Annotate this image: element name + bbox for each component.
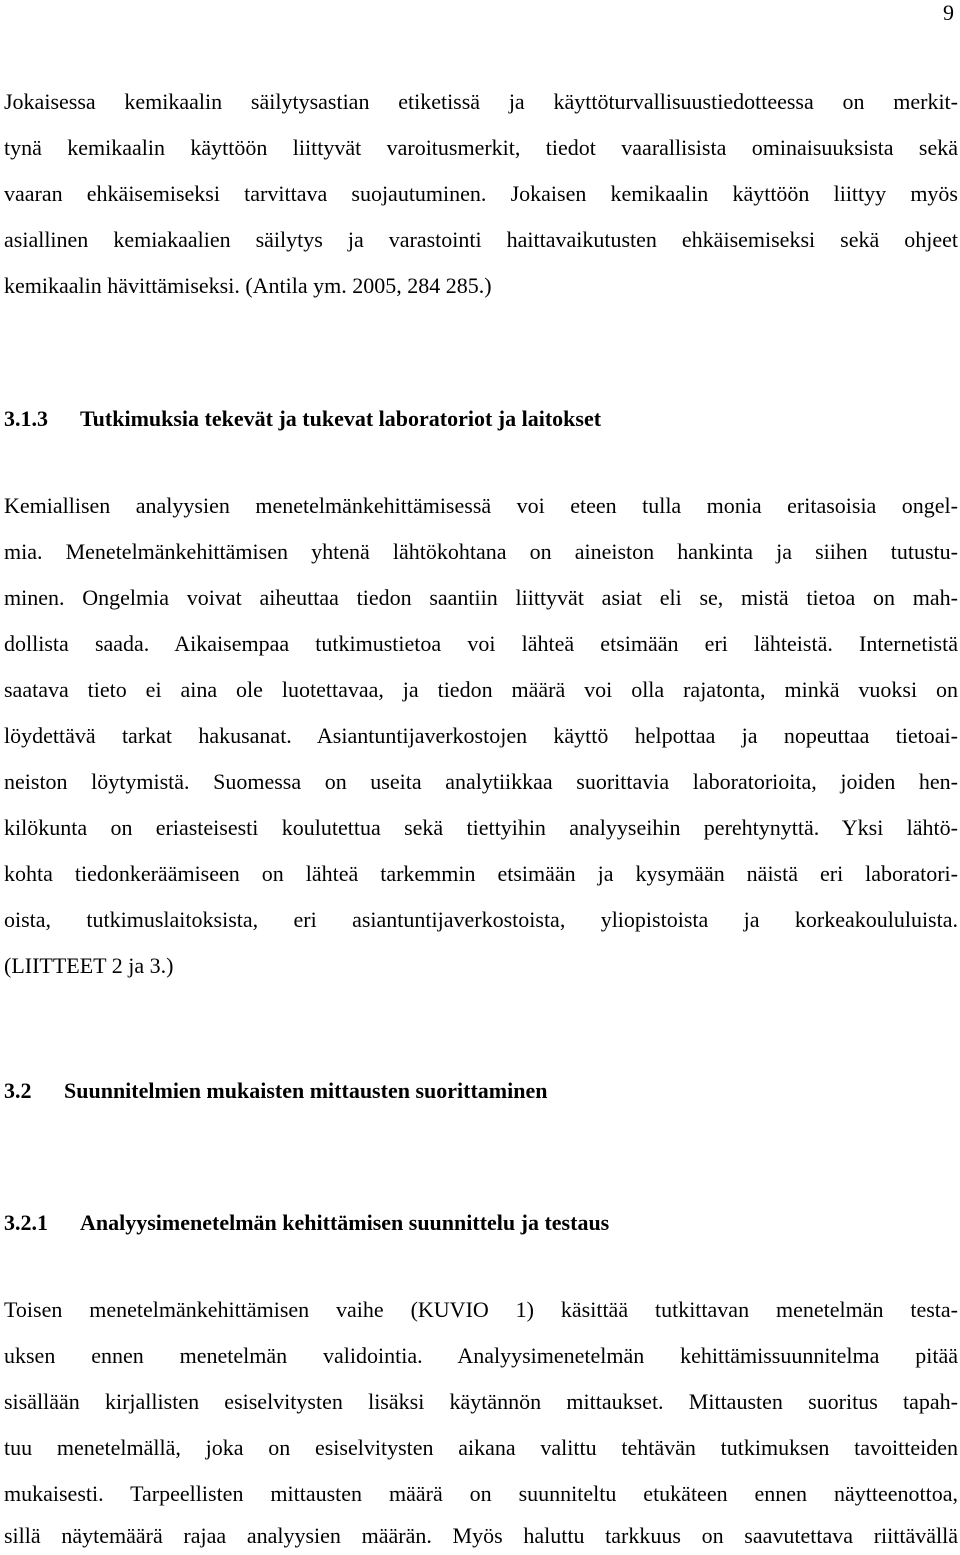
text-line: minen. Ongelmia voivat aiheuttaa tiedon saantiin liittyvät asiat eli se, mistä tietoa on mah-	[4, 585, 958, 610]
text-line: oista, tutkimuslaitoksista, eri asiantuntijaverkostoista, yliopistoista ja korkeakoululuista.	[4, 907, 958, 932]
text-line: mukaisesti. Tarpeellisten mittausten määrä on suunniteltu etukäteen ennen näytteenottoa,	[4, 1481, 958, 1506]
text-line: tynä kemikaalin käyttöön liittyvät varoitusmerkit, tiedot vaarallisista ominaisuuksista sekä	[4, 135, 958, 160]
text-line: neiston löytymistä. Suomessa on useita analytiikkaa suorittavia laboratorioita, joiden hen-	[4, 769, 958, 794]
text-line: vaaran ehkäisemiseksi tarvittava suojautuminen. Jokaisen kemikaalin käyttöön liittyy myös	[4, 181, 958, 206]
section-title: Analyysimenetelmän kehittämisen suunnittelu ja testaus	[80, 1210, 610, 1235]
section-title: Suunnitelmien mukaisten mittausten suorittaminen	[64, 1078, 548, 1103]
text-line: löydettävä tarkat hakusanat. Asiantuntijaverkostojen käyttö helpottaa ja nopeuttaa tietoai-	[4, 723, 958, 748]
section-heading-3-2	[4, 1077, 547, 1105]
text-line: Kemiallisen analyysien menetelmänkehittämisessä voi eteen tulla monia eritasoisia ongel-	[4, 493, 958, 518]
text-line: kilökunta on eriasteisesti koulutettua sekä tiettyihin analyyseihin perehtynyttä. Yksi lähtö-	[4, 815, 958, 840]
text-line: sillä näytemäärä rajaa analyysien määrän. Myös haluttu tarkkuus on saavutettava riittävällä	[4, 1523, 958, 1548]
text-line: Jokaisessa kemikaalin säilytysastian etiketissä ja käyttöturvallisuustiedotteessa on merkit-	[4, 89, 958, 114]
text-line: dollista saada. Aikaisempaa tutkimustietoa voi lähteä etsimään eri lähteistä. Internetistä	[4, 631, 958, 656]
text-line: asiallinen kemiakaalien säilytys ja varastointi haittavaikutusten ehkäisemiseksi sekä ohjeet	[4, 227, 958, 252]
section-number: 3.1.3	[4, 406, 48, 431]
section-heading-3-2-1	[4, 1209, 609, 1237]
text-line: kemikaalin hävittämiseksi. (Antila ym. 2005, 284 285.)	[4, 273, 492, 298]
section-number: 3.2.1	[4, 1210, 48, 1235]
text-line: Toisen menetelmänkehittämisen vaihe (KUVIO 1) käsittää tutkittavan menetelmän testa-	[4, 1297, 958, 1322]
section-number: 3.2	[4, 1078, 32, 1103]
page-number: 9	[943, 0, 954, 25]
text-line: (LIITTEET 2 ja 3.)	[4, 953, 174, 978]
text-line: sisällään kirjallisten esiselvitysten lisäksi käytännön mittaukset. Mittausten suoritus tapah-	[4, 1389, 958, 1414]
text-line: uksen ennen menetelmän validointia. Analyysimenetelmän kehittämissuunnitelma pitää	[4, 1343, 958, 1368]
text-line: mia. Menetelmänkehittämisen yhtenä lähtökohtana on aineiston hankinta ja siihen tutustu-	[4, 539, 958, 564]
section-title: Tutkimuksia tekevät ja tukevat laboratoriot ja laitokset	[80, 406, 602, 431]
text-line: saatava tieto ei aina ole luotettavaa, ja tiedon määrä voi olla rajatonta, minkä vuoksi on	[4, 677, 958, 702]
text-line: tuu menetelmällä, joka on esiselvitysten aikana valittu tehtävän tutkimuksen tavoitteiden	[4, 1435, 958, 1460]
text-line: kohta tiedonkeräämiseen on lähteä tarkemmin etsimään ja kysymään näistä eri laboratori-	[4, 861, 958, 886]
section-heading-3-1-3	[4, 405, 601, 433]
